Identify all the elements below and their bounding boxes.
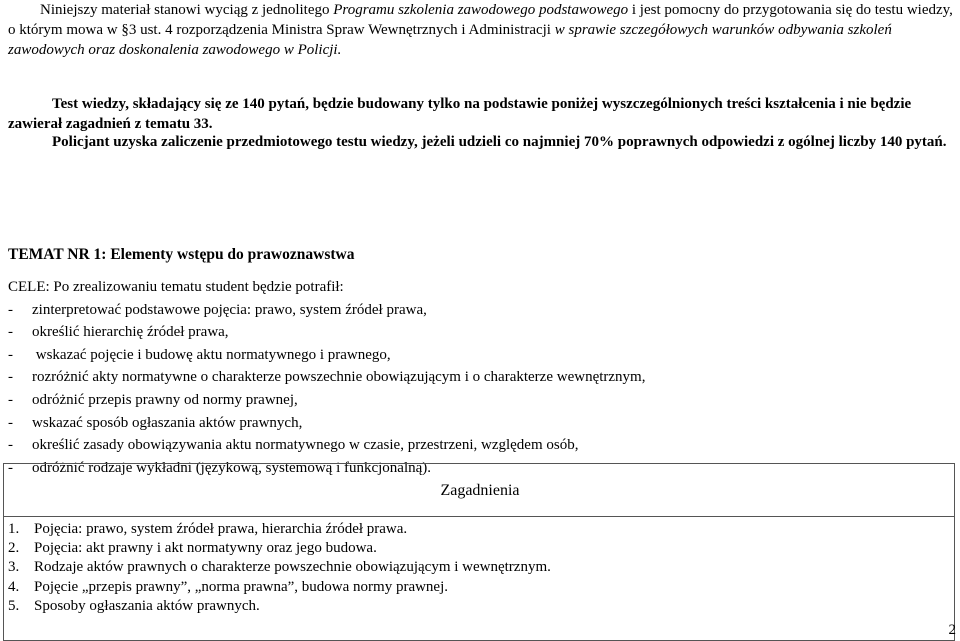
goal-dash: - xyxy=(8,459,13,476)
intro-paragraph xyxy=(8,0,954,60)
zagadnienia-list xyxy=(8,520,551,616)
item-number: 5. xyxy=(8,597,20,614)
goal-text: wskazać sposób ogłaszania aktów prawnych, xyxy=(32,414,303,431)
item-number: 3. xyxy=(8,559,20,576)
test-info-paragraph-2: Policjant uzyska zaliczenie przedmiotowego testu wiedzy, jeżeli udzieli co najmniej 70% poprawnych odpowiedzi z ogólnej liczby 140 pytań. xyxy=(52,134,947,150)
regulation-title-2: odbywania szkoleń zawodowych oraz doskonalenia zawodowego w Policji. xyxy=(8,22,892,58)
goal-item xyxy=(8,321,645,344)
goal-text: wskazać pojęcie i budowę aktu normatywnego i prawnego, xyxy=(32,346,391,363)
item-text: Rodzaje aktów prawnych o charakterze powszechnie obowiązującym i wewnętrznym. xyxy=(34,559,551,576)
goal-item xyxy=(8,412,645,435)
list-item xyxy=(8,597,551,616)
goal-item xyxy=(8,366,645,389)
item-number: 4. xyxy=(8,578,20,595)
regulation-title-1: w sprawie szczegółowych warunków xyxy=(554,22,775,38)
item-text: Pojęcia: akt prawny i akt normatywny oraz jego budowa. xyxy=(34,540,377,557)
table-divider xyxy=(3,516,955,517)
goal-text: odróżnić przepis prawny od normy prawnej, xyxy=(32,391,298,408)
program-title: Programu szkolenia zawodowego podstawowego xyxy=(333,2,629,18)
item-text: Sposoby ogłaszania aktów prawnych. xyxy=(34,597,260,614)
goals-section xyxy=(8,276,645,479)
page-number: 2 xyxy=(948,622,956,638)
goal-dash: - xyxy=(8,301,13,318)
goal-dash: - xyxy=(8,369,13,386)
list-item xyxy=(8,539,551,558)
goal-dash: - xyxy=(8,414,13,431)
intro-text-3: do testu wiedzy, o którym mowa w §3 ust. 4 rozporządzenia Ministra Spraw Wewnętrznych i Administracji xyxy=(8,2,953,38)
goal-item xyxy=(8,344,645,367)
goal-text: odróżnić rodzaje wykładni (językową, systemową i funkcjonalną). xyxy=(32,459,432,476)
goal-item xyxy=(8,299,645,322)
zagadnienia-header: Zagadnienia xyxy=(440,482,520,499)
item-number: 2. xyxy=(8,540,20,557)
goal-item xyxy=(8,389,645,412)
goal-item xyxy=(8,434,645,457)
goal-dash: - xyxy=(8,437,13,454)
goals-intro: CELE: Po zrealizowaniu tematu student będzie potrafił: xyxy=(8,279,344,295)
intro-text-2: i jest pomocny do przygotowania się xyxy=(628,2,853,18)
item-text: Pojęcie „przepis prawny”, „norma prawna”, budowa normy prawnej. xyxy=(34,578,449,595)
goal-text: rozróżnić akty normatywne o charakterze powszechnie obowiązującym i o charakterze wewnętrznym, xyxy=(32,369,646,386)
list-item xyxy=(8,578,551,597)
item-number: 1. xyxy=(8,521,20,537)
goal-dash: - xyxy=(8,346,13,363)
list-item xyxy=(8,520,551,539)
goal-text: określić hierarchię źródeł prawa, xyxy=(32,324,229,341)
intro-text-1: Niniejszy materiał stanowi wyciąg z jednolitego xyxy=(40,2,334,18)
list-item xyxy=(8,558,551,577)
goal-text: zinterpretować podstawowe pojęcia: prawo, system źródeł prawa, xyxy=(32,301,427,318)
goal-text: określić zasady obowiązywania aktu normatywnego w czasie, przestrzeni, względem osób, xyxy=(32,437,579,454)
item-text: Pojęcia: prawo, system źródeł prawa, hierarchia źródeł prawa. xyxy=(34,521,408,537)
goal-dash: - xyxy=(8,324,13,341)
goal-dash: - xyxy=(8,391,13,408)
test-info-paragraph-1: Test wiedzy, składający się ze 140 pytań, będzie budowany tylko na podstawie poniżej wyszczególnionych treści kształcenia i nie będzie zawierał zagadnień z tematu 33. xyxy=(8,96,912,132)
topic-title: TEMAT NR 1: Elementy wstępu do prawoznawstwa xyxy=(8,246,355,263)
